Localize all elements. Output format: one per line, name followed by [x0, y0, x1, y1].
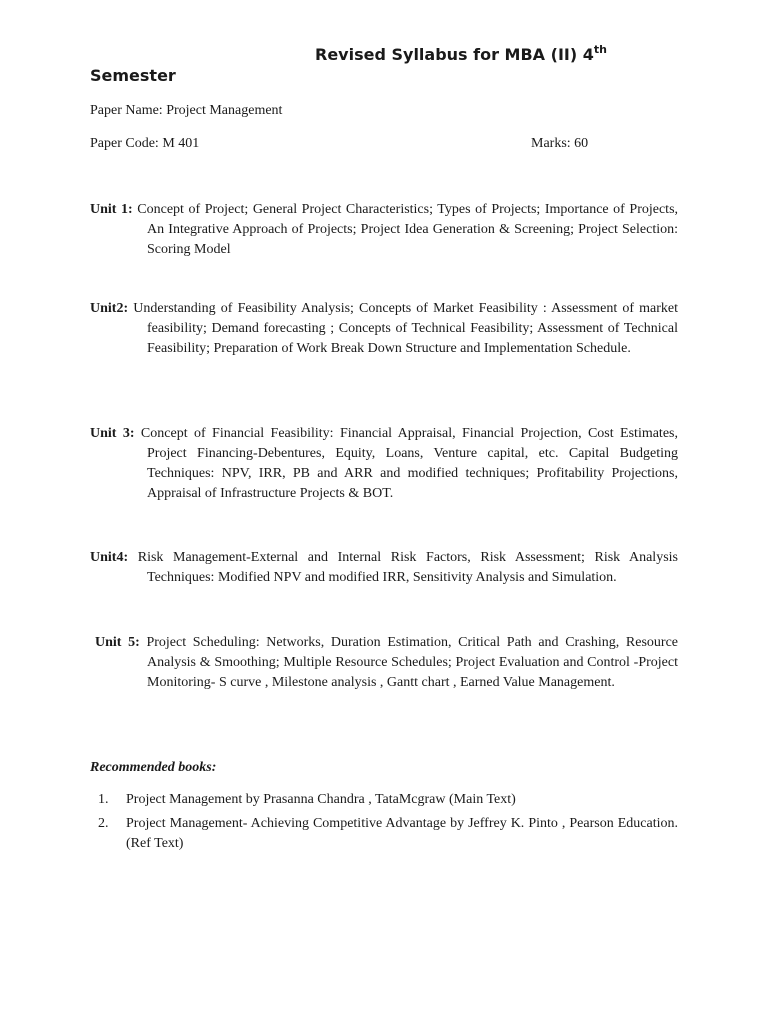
title-main-text: Revised Syllabus for MBA (II) 4	[315, 45, 594, 64]
title-superscript: th	[593, 43, 607, 56]
unit-description: Project Scheduling: Networks, Duration Estimation, Critical Path and Crashing, Resource Analysis & Smoothing; Multiple Resource Schedules; Project Evaluation and Control -Project Monitoring- S curve , Milestone analysis , Gantt chart , Earned Value Management.	[146, 635, 679, 690]
book-title: Project Management- Achieving Competitive Advantage by Jeffrey K. Pinto , Pearson Education.(Ref Text)	[126, 816, 678, 851]
paper-code: Paper Code: M 401	[90, 136, 200, 151]
list-item-number: 2.	[98, 816, 109, 831]
document-title-continued: Semester	[90, 66, 176, 85]
syllabus-unit-4	[90, 548, 678, 588]
paper-name: Paper Name: Project Management	[90, 103, 283, 118]
unit-label: Unit 5:	[95, 635, 140, 650]
syllabus-unit-3	[90, 424, 678, 504]
document-title	[315, 45, 607, 65]
unit-label: Unit 1:	[90, 202, 133, 217]
unit-description: Concept of Project; General Project Characteristics; Types of Projects; Importance of Projects, An Integrative Approach of Projects; Project Idea Generation & Screening; Project Selection: Scoring Model	[137, 202, 679, 257]
unit-description: Risk Management-External and Internal Risk Factors, Risk Assessment; Risk Analysis Techniques: Modified NPV and modified IRR, Sensitivity Analysis and Simulation.	[137, 550, 678, 585]
list-item	[90, 790, 678, 810]
book-title: Project Management by Prasanna Chandra , TataMcgraw (Main Text)	[126, 792, 516, 807]
syllabus-unit-1	[90, 200, 678, 260]
paper-marks: Marks: 60	[531, 136, 589, 151]
unit-label: Unit2:	[90, 301, 129, 316]
list-item	[90, 814, 678, 854]
unit-label: Unit4:	[90, 550, 129, 565]
recommended-books-heading: Recommended books:	[90, 760, 217, 775]
unit-description: Understanding of Feasibility Analysis; Concepts of Market Feasibility : Assessment of market feasibility; Demand forecasting ; Concepts of Technical Feasibility; Assessment of Technical Feasibility; Preparation of Work Break Down Structure and Implementation Schedule.	[133, 301, 678, 356]
unit-description: Concept of Financial Feasibility: Financial Appraisal, Financial Projection, Cost Estimates, Project Financing-Debentures, Equity, Loans, Venture capital, etc. Capital Budgeting Techniques: NPV, IRR, PB and ARR and modified techniques; Profitability Projections, Appraisal of Infrastructure Projects & BOT.	[140, 426, 678, 501]
unit-label: Unit 3:	[90, 426, 135, 441]
syllabus-unit-5	[95, 633, 678, 693]
list-item-number: 1.	[98, 792, 109, 807]
syllabus-unit-2	[90, 299, 678, 359]
recommended-books-list	[90, 790, 678, 858]
